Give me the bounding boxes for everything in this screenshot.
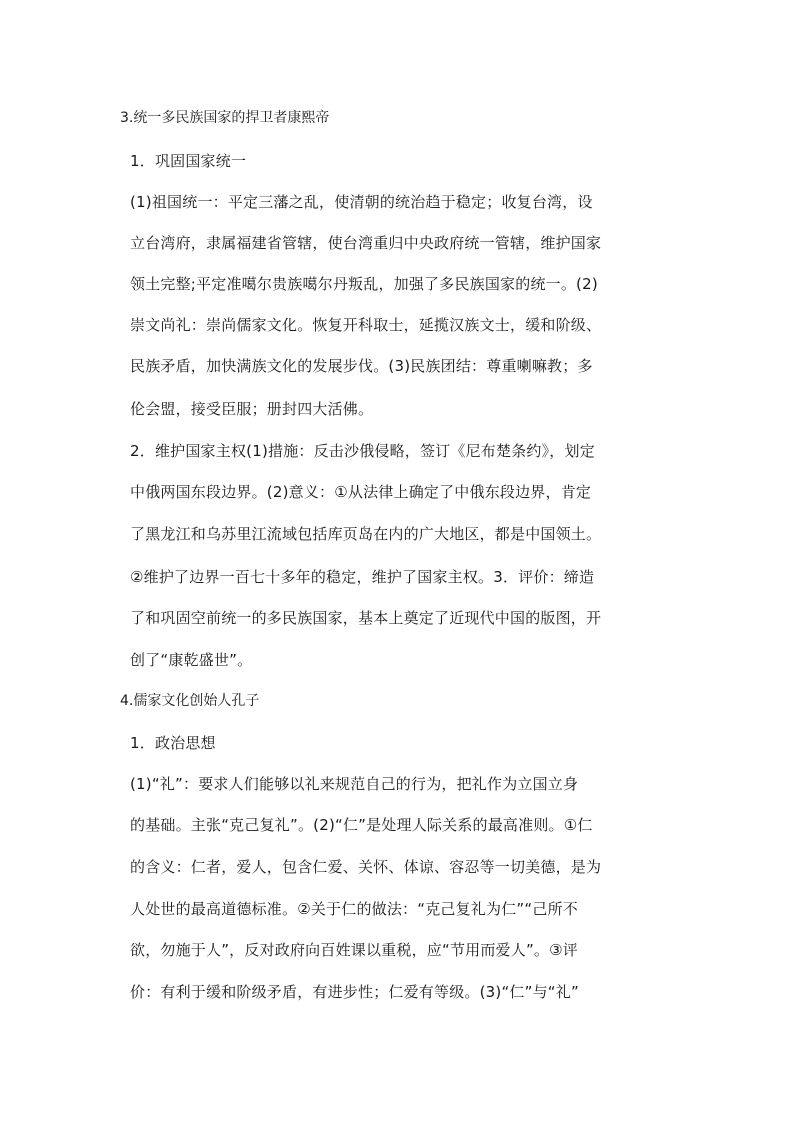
paragraph-line: 的基础。主张“克己复礼”。(2)“仁”是处理人际关系的最高准则。①仁	[130, 816, 593, 834]
paragraph-line: 人处世的最高道德标准。②关于仁的做法：“克己复礼为仁”“己所不	[130, 900, 578, 918]
paragraph-line: 欲，勿施于人”，反对政府向百姓课以重税，应“节用而爱人”。③评	[130, 941, 578, 959]
paragraph-line: (1)祖国统一：平定三藩之乱，使清朝的统治趋于稳定；收复台湾，设	[130, 193, 593, 211]
paragraph-line: 价：有利于缓和阶级矛盾，有进步性；仁爱有等级。(3)“仁”与“礼”	[130, 983, 579, 1001]
paragraph-line: 伦会盟，接受臣服；册封四大活佛。	[130, 400, 374, 418]
paragraph-line: 的含义：仁者，爱人，包含仁爱、关怀、体谅、容忍等一切美德，是为	[130, 858, 602, 876]
paragraph-line: 创了“康乾盛世”。	[130, 651, 253, 669]
paragraph-line: 民族矛盾，加快满族文化的发展步伐。(3)民族团结：尊重喇嘛教；多	[130, 357, 593, 375]
subheading: 1．政治思想	[130, 734, 216, 752]
paragraph-line: 中俄两国东段边界。(2)意义：①从法律上确定了中俄东段边界，肯定	[130, 483, 592, 501]
paragraph-line: ②维护了边界一百七十多年的稳定，维护了国家主权。3．评价：缔造	[130, 568, 595, 586]
paragraph-line: 崇文尚礼：崇尚儒家文化。恢复开科取士，延揽汉族文士，缓和阶级、	[130, 316, 602, 334]
section-heading: 3.统一多民族国家的捍卫者康熙帝	[120, 110, 330, 126]
paragraph-line: 2．维护国家主权(1)措施：反击沙俄侵略，签订《尼布楚条约》，划定	[130, 442, 595, 460]
paragraph-line: (1)“礼”：要求人们能够以礼来规范自己的行为，把礼作为立国立身	[130, 775, 579, 793]
paragraph-line: 了和巩固空前统一的多民族国家，基本上奠定了近现代中国的版图，开	[130, 609, 602, 627]
subheading: 1．巩固国家统一	[130, 152, 247, 170]
paragraph-line: 了黑龙江和乌苏里江流域包括库页岛在内的广大地区，都是中国领土。	[130, 525, 602, 543]
paragraph-line: 领土完整;平定准噶尔贵族噶尔丹叛乱，加强了多民族国家的统一。(2)	[130, 275, 598, 293]
paragraph-line: 立台湾府，隶属福建省管辖，使台湾重归中央政府统一管辖，维护国家	[130, 234, 602, 252]
section-heading: 4.儒家文化创始人孔子	[120, 693, 260, 709]
